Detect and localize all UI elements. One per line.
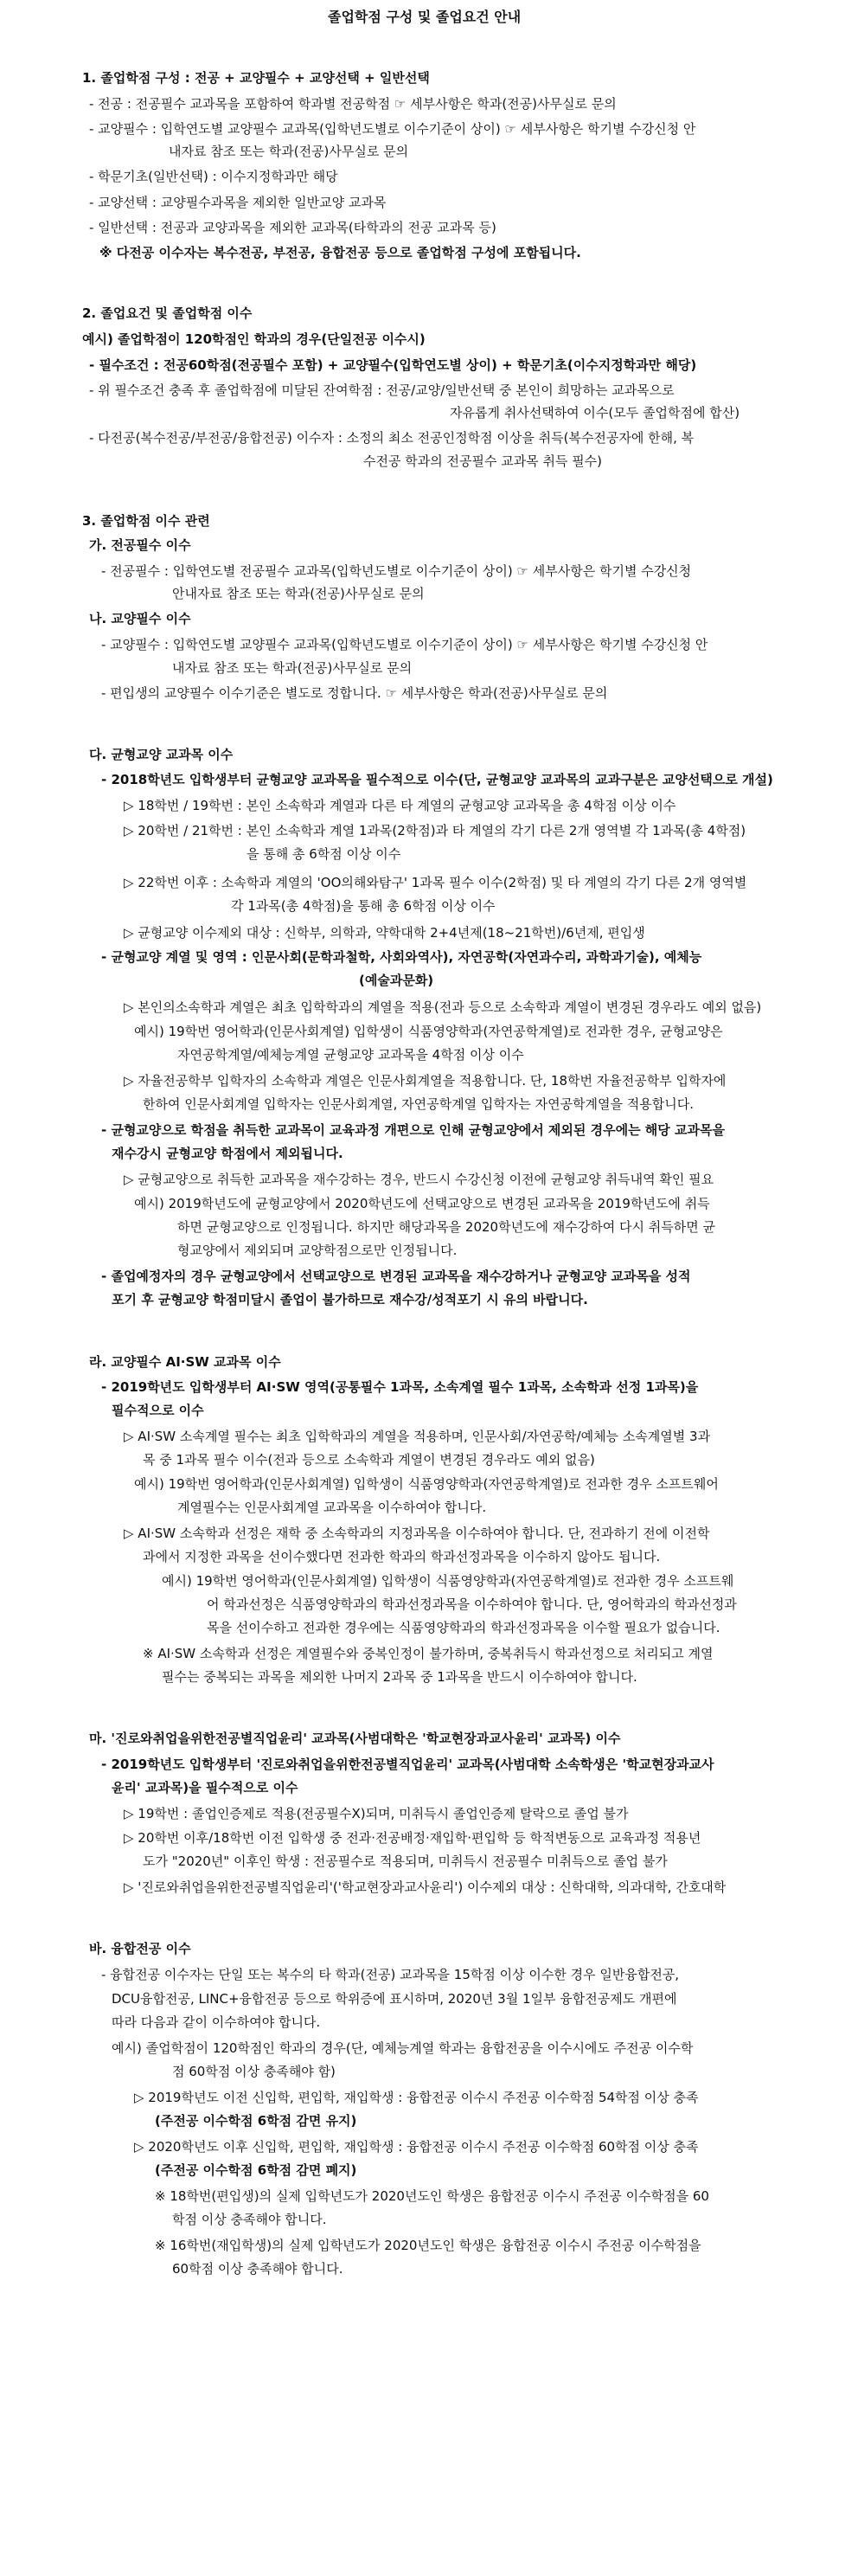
document-line: ▷ 22학번 이후 : 소속학과 계열의 'OO의해와탐구' 1과목 필수 이수(2학점) 및 타 계열의 각기 다른 2개 영역별 bbox=[124, 875, 747, 890]
document-line: 각 1과목(총 4학점)을 통해 총 6학점 이상 이수 bbox=[231, 898, 496, 914]
document-line: 3. 졸업학점 이수 관련 bbox=[82, 513, 210, 529]
document-line: 60학점 이상 충족해야 합니다. bbox=[172, 2261, 343, 2277]
document-line: 나. 교양필수 이수 bbox=[89, 611, 191, 626]
document-line: ▷ 2020학년도 이후 신입학, 편입학, 재입학생 : 융합전공 이수시 주전공 이수학점 60학점 이상 충족 bbox=[134, 2139, 699, 2155]
document-line: (주전공 이수학점 6학점 감면 유지) bbox=[155, 2113, 357, 2129]
document-line: 안내자료 참조 또는 학과(전공)사무실로 문의 bbox=[172, 586, 425, 601]
document-line: - 일반선택 : 전공과 교양과목을 제외한 교과목(타학과의 전공 교과목 등) bbox=[89, 220, 496, 235]
document-line: - 2019학년도 입학생부터 AI·SW 영역(공통필수 1과목, 소속계열 필수 1과목, 소속학과 선정 1과목)을 bbox=[101, 1379, 699, 1395]
document-line: ▷ 20학번 이후/18학번 이전 입학생 중 전과·전공배정·재입학·편입학 등 학적변동으로 교육과정 적용년 bbox=[124, 1830, 701, 1846]
document-line: 형교양에서 제외되며 교양학점으로만 인정됩니다. bbox=[177, 1243, 458, 1258]
document-line: 예시) 19학번 영어학과(인문사회계열) 입학생이 식품영양학과(자연공학계열)로 전과한 경우 소프트웨어 bbox=[134, 1476, 719, 1492]
document-line: 목을 선이수하고 전과한 경우에는 식품영양학과의 학과선정과목을 이수할 필요가 없습니다. bbox=[207, 1620, 720, 1635]
document-line: 수전공 학과의 전공필수 교과목 취득 필수) bbox=[363, 453, 603, 469]
document-line: ▷ AI·SW 소속학과 선정은 재학 중 소속학과의 지정과목을 이수하여야 합니다. 단, 전과하기 전에 이전학 bbox=[124, 1526, 710, 1541]
document-line: 따라 다음과 같이 이수하여야 합니다. bbox=[112, 2014, 321, 2030]
document-line: ▷ 균형교양 이수제외 대상 : 신학부, 의학과, 약학대학 2+4년제(18~21학번)/6년제, 편입생 bbox=[124, 925, 645, 941]
document-line: - 편입생의 교양필수 이수기준은 별도로 정합니다. ☞ 세부사항은 학과(전공)사무실로 문의 bbox=[101, 685, 608, 701]
document-line: - 학문기초(일반선택) : 이수지정학과만 해당 bbox=[89, 169, 338, 184]
document-line: (예술과문화) bbox=[359, 973, 434, 988]
document-line: 예시) 2019학년도에 균형교양에서 2020학년도에 선택교양으로 변경된 교과목을 2019학년도에 취득 bbox=[134, 1196, 710, 1211]
document-line: ▷ 자율전공학부 입학자의 소속학과 계열은 인문사회계열을 적용합니다. 단, 18학번 자율전공학부 입학자에 bbox=[124, 1073, 727, 1089]
document-line: 내자료 참조 또는 학과(전공)사무실로 문의 bbox=[169, 144, 409, 159]
document-line: 점 60학점 이상 충족해야 함) bbox=[172, 2064, 336, 2079]
document-title: 졸업학점 구성 및 졸업요건 안내 bbox=[328, 9, 522, 25]
document-line: ▷ 본인의소속학과 계열은 최초 입학학과의 계열을 적용(전과 등으로 소속학과 계열이 변경된 경우라도 예외 없음) bbox=[124, 999, 762, 1015]
document-line: 예시) 19학번 영어학과(인문사회계열) 입학생이 식품영양학과(자연공학계열)로 전과한 경우 소프트웨 bbox=[162, 1573, 734, 1589]
document-line: ※ AI·SW 소속학과 선정은 계열필수와 중복인정이 불가하며, 중복취득시 학과선정으로 처리되고 계열 bbox=[143, 1646, 714, 1661]
document-line: 과에서 지정한 과목을 선이수했다면 전과한 학과의 학과선정과목을 이수하지 않아도 됩니다. bbox=[143, 1549, 661, 1564]
document-line: 계열필수는 인문사회계열 교과목을 이수하여야 합니다. bbox=[177, 1500, 487, 1515]
document-line: 어 학과선정은 식품영양학과의 학과선정과목을 이수하여야 합니다. 단, 영어학과의 학과선정과 bbox=[207, 1596, 737, 1612]
document-line: - 균형교양 계열 및 영역 : 인문사회(문학과철학, 사회와역사), 자연공학(자연과수리, 과학과기술), 예체능 bbox=[101, 949, 702, 965]
document-line: - 융합전공 이수자는 단일 또는 복수의 타 학과(전공) 교과목을 15학점 이상 이수한 경우 일반융합전공, bbox=[101, 1967, 680, 1982]
document-line: - 교양필수 : 입학연도별 교양필수 교과목(입학년도별로 이수기준이 상이) ☞ 세부사항은 학기별 수강신청 안 bbox=[89, 121, 696, 137]
document-line: 예시) 졸업학점이 120학점인 학과의 경우(단일전공 이수시) bbox=[82, 331, 426, 347]
document-line: 1. 졸업학점 구성 : 전공 + 교양필수 + 교양선택 + 일반선택 bbox=[82, 70, 430, 86]
document-line: - 전공필수 : 입학연도별 전공필수 교과목(입학년도별로 이수기준이 상이) ☞ 세부사항은 학기별 수강신청 bbox=[101, 563, 692, 579]
document-line: 하면 균형교양으로 인정됩니다. 하지만 해당과목을 2020학년도에 재수강하여 다시 취득하면 균 bbox=[177, 1219, 715, 1235]
document-line: - 필수조건 : 전공60학점(전공필수 포함) + 교양필수(입학연도별 상이) + 학문기초(이수지정학과만 해당) bbox=[89, 357, 697, 373]
document-line: 라. 교양필수 AI·SW 교과목 이수 bbox=[89, 1354, 281, 1370]
document-line: ▷ 2019학년도 이전 신입학, 편입학, 재입학생 : 융합전공 이수시 주전공 이수학점 54학점 이상 충족 bbox=[134, 2090, 699, 2105]
document-line: ▷ AI·SW 소속계열 필수는 최초 입학학과의 계열을 적용하며, 인문사회/자연공학/예체능 소속계열별 3과 bbox=[124, 1429, 711, 1444]
document-line: - 졸업예정자의 경우 균형교양에서 선택교양으로 변경된 교과목을 재수강하거나 균형교양 교과목을 성적 bbox=[101, 1269, 691, 1284]
document-line: 필수는 중복되는 과목을 제외한 나머지 2과목 중 1과목을 반드시 이수하여야 합니다. bbox=[162, 1669, 637, 1685]
document-line: - 2018학년도 입학생부터 균형교양 교과목을 필수적으로 이수(단, 균형교양 교과목의 교과구분은 교양선택으로 개설) bbox=[101, 772, 773, 787]
document-line: 포기 후 균형교양 학점미달시 졸업이 불가하므로 재수강/성적포기 시 유의 바랍니다. bbox=[112, 1292, 588, 1307]
document-line: 자유롭게 취사선택하여 이수(모두 졸업학점에 합산) bbox=[450, 405, 740, 421]
document-line: 한하여 인문사회계열 입학자는 인문사회계열, 자연공학계열 입학자는 자연공학계열을 적용합니다. bbox=[143, 1096, 695, 1112]
document-line: - 교양필수 : 입학연도별 교양필수 교과목(입학년도별로 이수기준이 상이) ☞ 세부사항은 학기별 수강신청 안 bbox=[101, 637, 708, 652]
document-line: - 교양선택 : 교양필수과목을 제외한 일반교양 교과목 bbox=[89, 195, 387, 210]
document-line: ▷ 균형교양으로 취득한 교과목을 재수강하는 경우, 반드시 수강신청 이전에 균형교양 취득내역 확인 필요 bbox=[124, 1172, 714, 1187]
document-line: DCU융합전공, LINC+융합전공 등으로 학위증에 표시하며, 2020년 3월 1일부 융합전공제도 개편에 bbox=[112, 1991, 677, 2007]
document-line: 윤리' 교과목)을 필수적으로 이수 bbox=[112, 1780, 298, 1795]
document-line: 재수강시 균형교양 학점에서 제외됩니다. bbox=[112, 1146, 343, 1161]
document-line: 목 중 1과목 필수 이수(전과 등으로 소속학과 계열이 변경된 경우라도 예외 없음) bbox=[143, 1452, 595, 1468]
document-line: 예시) 19학번 영어학과(인문사회계열) 입학생이 식품영양학과(자연공학계열)로 전과한 경우, 균형교양은 bbox=[134, 1024, 723, 1039]
document-line: 을 통해 총 6학점 이상 이수 bbox=[247, 846, 401, 862]
document-line: ※ 18학번(편입생)의 실제 입학년도가 2020년도인 학생은 융합전공 이수시 주전공 이수학점을 60 bbox=[155, 2188, 709, 2204]
document-line: 내자료 참조 또는 학과(전공)사무실로 문의 bbox=[172, 660, 413, 676]
document-line: ▷ 20학번 / 21학번 : 본인 소속학과 계열 1과목(2학점)과 타 계열의 각기 다른 2개 영역별 각 1과목(총 4학점) bbox=[124, 823, 746, 838]
document-line: 필수적으로 이수 bbox=[112, 1403, 204, 1418]
document-line: (주전공 이수학점 6학점 감면 폐지) bbox=[155, 2162, 357, 2178]
document-line: 다. 균형교양 교과목 이수 bbox=[89, 747, 234, 762]
document-line: - 다전공(복수전공/부전공/융합전공) 이수자 : 소정의 최소 전공인정학점 이상을 취득(복수전공자에 한해, 복 bbox=[89, 430, 695, 446]
document-line: 예시) 졸업학점이 120학점인 학과의 경우(단, 예체능계열 학과는 융합전공을 이수시에도 주전공 이수학 bbox=[112, 2040, 694, 2056]
document-line: ※ 다전공 이수자는 복수전공, 부전공, 융합전공 등으로 졸업학점 구성에 포함됩니다. bbox=[99, 245, 581, 260]
document-line: - 위 필수조건 충족 후 졸업학점에 미달된 잔여학점 : 전공/교양/일반선택 중 본인이 희망하는 교과목으로 bbox=[89, 382, 675, 398]
document-line: ▷ '진로와취업을위한전공별직업윤리'('학교현장과교사윤리') 이수제외 대상 : 신학대학, 의과대학, 간호대학 bbox=[124, 1879, 727, 1895]
document-line: ▷ 19학번 : 졸업인증제로 적용(전공필수X)되며, 미취득시 졸업인증제 탈락으로 졸업 불가 bbox=[124, 1806, 629, 1821]
document-line: - 전공 : 전공필수 교과목을 포함하여 학과별 전공학점 ☞ 세부사항은 학과(전공)사무실로 문의 bbox=[89, 96, 617, 112]
document-line: 2. 졸업요건 및 졸업학점 이수 bbox=[82, 305, 253, 321]
document-line: - 균형교양으로 학점을 취득한 교과목이 교육과정 개편으로 인해 균형교양에서 제외된 경우에는 해당 교과목을 bbox=[101, 1122, 725, 1138]
document-line: 학점 이상 충족해야 합니다. bbox=[172, 2212, 327, 2227]
document-line: - 2019학년도 입학생부터 '진로와취업을위한전공별직업윤리' 교과목(사범대학 소속학생은 '학교현장과교사 bbox=[101, 1757, 714, 1772]
document-line: 도가 "2020년" 이후인 학생 : 전공필수로 적용되며, 미취득시 전공필수 미취득으로 졸업 불가 bbox=[143, 1853, 668, 1869]
document-line: 자연공학계열/예체능계열 균형교양 교과목을 4학점 이상 이수 bbox=[177, 1047, 524, 1063]
document-line: 마. '진로와취업을위한전공별직업윤리' 교과목(사범대학은 '학교현장과교사윤리' 교과목) 이수 bbox=[89, 1731, 621, 1746]
document-line: 바. 융합전공 이수 bbox=[89, 1941, 191, 1956]
document-line: ▷ 18학번 / 19학번 : 본인 소속학과 계열과 다른 타 계열의 균형교양 교과목을 총 4학점 이상 이수 bbox=[124, 798, 676, 813]
document-line: 가. 전공필수 이수 bbox=[89, 537, 191, 553]
document-line: ※ 16학번(재입학생)의 실제 입학년도가 2020년도인 학생은 융합전공 이수시 주전공 이수학점을 bbox=[155, 2238, 701, 2253]
